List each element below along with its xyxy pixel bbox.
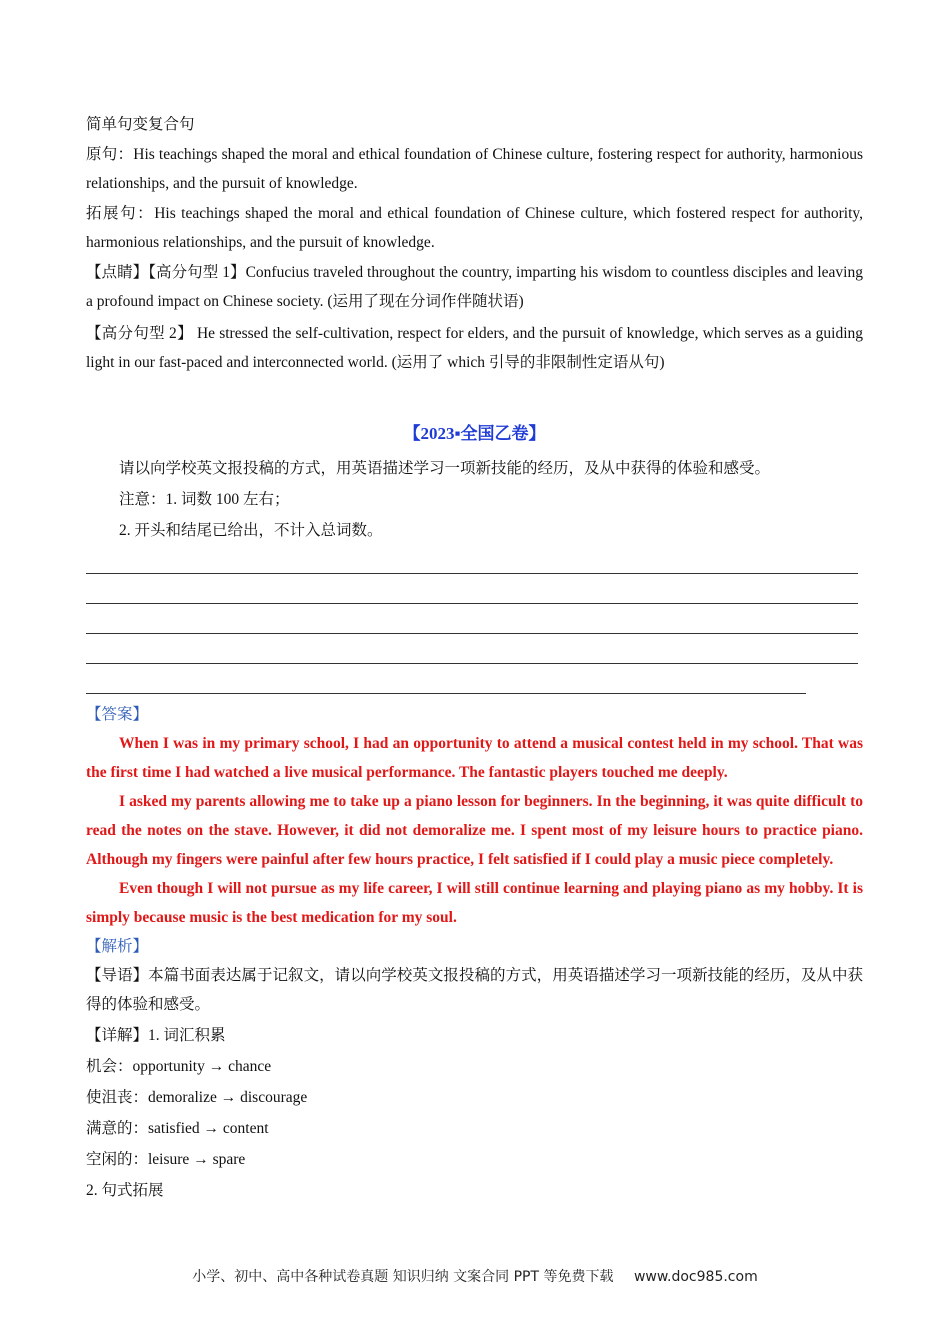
analysis-label: 【解析】 [86, 937, 149, 955]
analysis-detail: 【详解】1. 词汇积累 [86, 1026, 226, 1044]
vocab-item: 机会：opportunity → chance [86, 1057, 272, 1075]
answer-lines [86, 544, 863, 694]
expanded-sentence: 拓展句：His teachings shaped the moral and ethical foundation of Chinese culture, which fostered respect for authority, harmonious relationships, and the pursuit of knowledge. [86, 204, 863, 251]
answer-label: 【答案】 [86, 705, 149, 723]
highlight-sentence-1: 【点睛】【高分句型 1】Confucius traveled throughout the country, imparting his wisdom to countless disciples and leaving a profound impact on Chinese society. (运用了现在分词作伴随状语) [86, 263, 863, 310]
analysis-intro: 【导语】本篇书面表达属于记叙文，请以向学校英文报投稿的方式，用英语描述学习一项新技能的经历，及从中获得的体验和感受。 [86, 966, 863, 1013]
answer-line [86, 604, 858, 634]
heading-simple-to-complex: 简单句变复合句 [86, 116, 195, 133]
answer-line [86, 544, 858, 574]
task-note-1: 注意：1. 词数 100 左右； [119, 490, 290, 508]
vocab-item: 空闲的：leisure → spare [86, 1150, 246, 1168]
original-sentence: 原句：His teachings shaped the moral and ethical foundation of Chinese culture, fostering respect for authority, harmonious relationships, and the pursuit of knowledge. [86, 145, 863, 192]
highlight-sentence-2: 【高分句型 2】 He stressed the self-cultivation, respect for elders, and the pursuit of knowledge, which serves as a guiding light in our fast-paced and interconnected world. (运用了 which 引导的非限制性定语从句) [86, 324, 863, 371]
answer-paragraph-2: I asked my parents allowing me to take up a piano lesson for beginners. In the beginning, it was quite difficult to read the notes on the stave. However, it did not demoralize me. I spent most of my leisure hours to practice piano. Although my fingers were painful after few hours practice, I felt satisfied if I could play a music piece completely. [86, 792, 863, 868]
answer-paragraph-1: When I was in my primary school, I had an opportunity to attend a musical contest held in my school. That was the first time I had watched a live musical performance. The fantastic players touched me deeply. [86, 734, 863, 781]
task-note-2: 2. 开头和结尾已给出，不计入总词数。 [119, 521, 383, 539]
footer-text: 小学、初中、高中各种试卷真题 知识归纳 文案合同 PPT 等免费下载 [192, 1269, 614, 1285]
exam-section-title: 【2023▪全国乙卷】 [403, 423, 546, 443]
page-footer [0, 1266, 950, 1286]
answer-line [86, 664, 806, 694]
answer-paragraph-3: Even though I will not pursue as my life career, I will still continue learning and playing piano as my hobby. It is simply because music is the best medication for my soul. [86, 879, 863, 926]
footer-site-link[interactable]: www.doc985.com [633, 1269, 758, 1285]
sentence-expansion-heading: 2. 句式拓展 [86, 1181, 164, 1199]
answer-line [86, 574, 858, 604]
vocab-item: 满意的：satisfied → content [86, 1119, 269, 1137]
vocab-item: 使沮丧：demoralize → discourage [86, 1088, 308, 1106]
answer-line [86, 634, 858, 664]
document-page [86, 108, 863, 1206]
writing-task: 请以向学校英文报投稿的方式，用英语描述学习一项新技能的经历，及从中获得的体验和感受。 [119, 459, 771, 477]
